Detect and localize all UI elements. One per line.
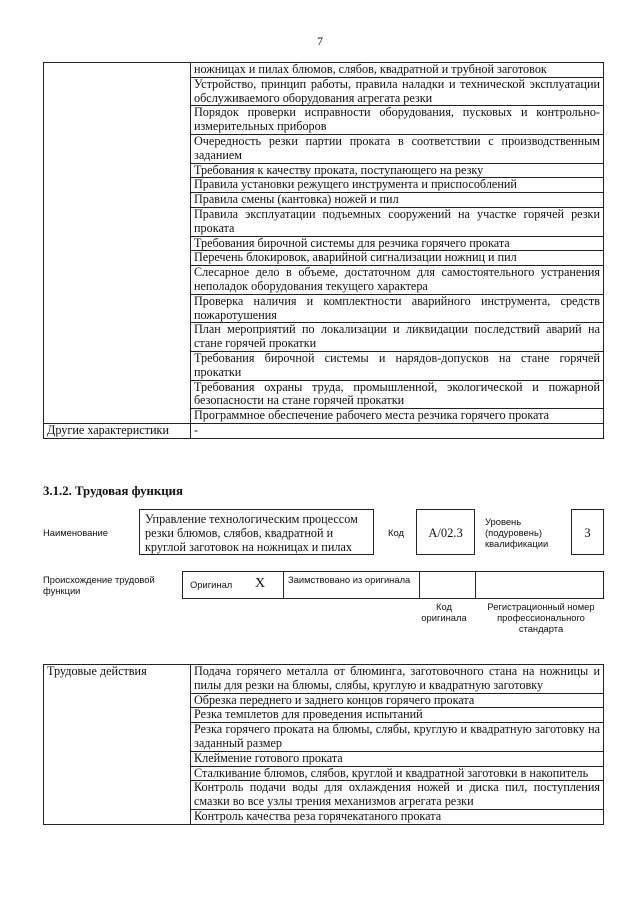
function-code: А/02.3 [416,509,475,555]
knowledge-item: ножницах и пилах блюмов, слябов, квадратной и трубной заготовок [191,63,604,78]
knowledge-item: Очередность резки партии проката в соответствии с производственным заданием [191,134,604,163]
knowledge-item: Программное обеспечение рабочего места резчика горячего проката [191,409,604,424]
knowledge-item: Правила смены (кантовка) ножей и пил [191,193,604,208]
code-caption: Код оригинала [421,601,467,623]
code-label: Код [388,527,404,538]
original-label: Оригинал [190,579,233,590]
knowledge-item: Правила установки режущего инструмента и приспособлений [191,178,604,193]
actions-table [43,664,604,825]
knowledge-item: Правила эксплуатации подъемных сооружений на участке горячей резки проката [191,207,604,236]
knowledge-item: Устройство, принцип работы, правила наладки и технической эксплуатации обслуживаемого оборудования агрегата резки [191,77,604,106]
action-item: Контроль подачи воды для охлаждения ножей и диска пил, поступления смазки во все узлы трения механизмов агрегата резки [191,781,604,810]
other-characteristics-value: - [191,423,604,438]
action-item: Контроль качества реза горячекатаного проката [191,809,604,824]
table-row [44,63,604,78]
reg-caption: Регистрационный номер профессионального стандарта [487,601,595,634]
origin-box [182,571,604,599]
level-value: 3 [571,509,604,555]
function-name: Управление технологическим процессом резки блюмов, слябов, квадратной и круглой заготовок на ножницах и пилах [139,509,374,555]
action-item: Клеймение готового проката [191,751,604,766]
origin-label: Происхождение трудовой функции [43,574,155,596]
action-item: Обрезка переднего и заднего концов горячего проката [191,693,604,708]
section-heading: 3.1.2. Трудовая функция [43,484,183,498]
knowledge-item: Порядок проверки исправности оборудования, пусковых и контрольно-измерительных приборов [191,106,604,135]
page-number: 7 [317,34,323,48]
knowledge-label-cell [44,63,191,424]
knowledge-item: Проверка наличия и комплектности аварийного инструмента, средств пожаротушения [191,294,604,323]
knowledge-item: Требования бирочной системы и нарядов-допусков на стане горячей прокатки [191,351,604,380]
knowledge-item: План мероприятий по локализации и ликвидации последствий аварий на стане горячей прокатки [191,323,604,352]
knowledge-item: Требования бирочной системы для резчика горячего проката [191,236,604,251]
knowledge-item: Слесарное дело в объеме, достаточном для самостоятельного устранения неполадок оборудования текущего характера [191,266,604,295]
action-item: Резка темплетов для проведения испытаний [191,708,604,723]
knowledge-item: Требования охраны труда, промышленной, экологической и пожарной безопасности на стане горячей прокатки [191,380,604,409]
table-row [44,665,604,694]
actions-label: Трудовые действия [44,665,191,825]
action-item: Резка горячего проката на блюмы, слябы, круглую и квадратную заготовку на заданный размер [191,723,604,752]
knowledge-table [43,62,604,439]
borrowed-label: Заимствовано из оригинала [288,574,411,585]
original-mark: X [255,576,266,591]
knowledge-item: Требования к качеству проката, поступающего на резку [191,163,604,178]
table-row [44,423,604,438]
level-label: Уровень (подуровень) квалификации [485,516,549,549]
knowledge-item: Перечень блокировок, аварийной сигнализации ножниц и пил [191,251,604,266]
action-item: Сталкивание блюмов, слябов, круглой и квадратной заготовки в накопитель [191,766,604,781]
other-characteristics-label: Другие характеристики [44,423,191,438]
action-item: Подача горячего металла от блюминга, заготовочного стана на ножницы и пилы для резки на блюмы, слябы, круглую и квадратную заготовку [191,665,604,694]
name-label: Наименование [43,527,108,538]
